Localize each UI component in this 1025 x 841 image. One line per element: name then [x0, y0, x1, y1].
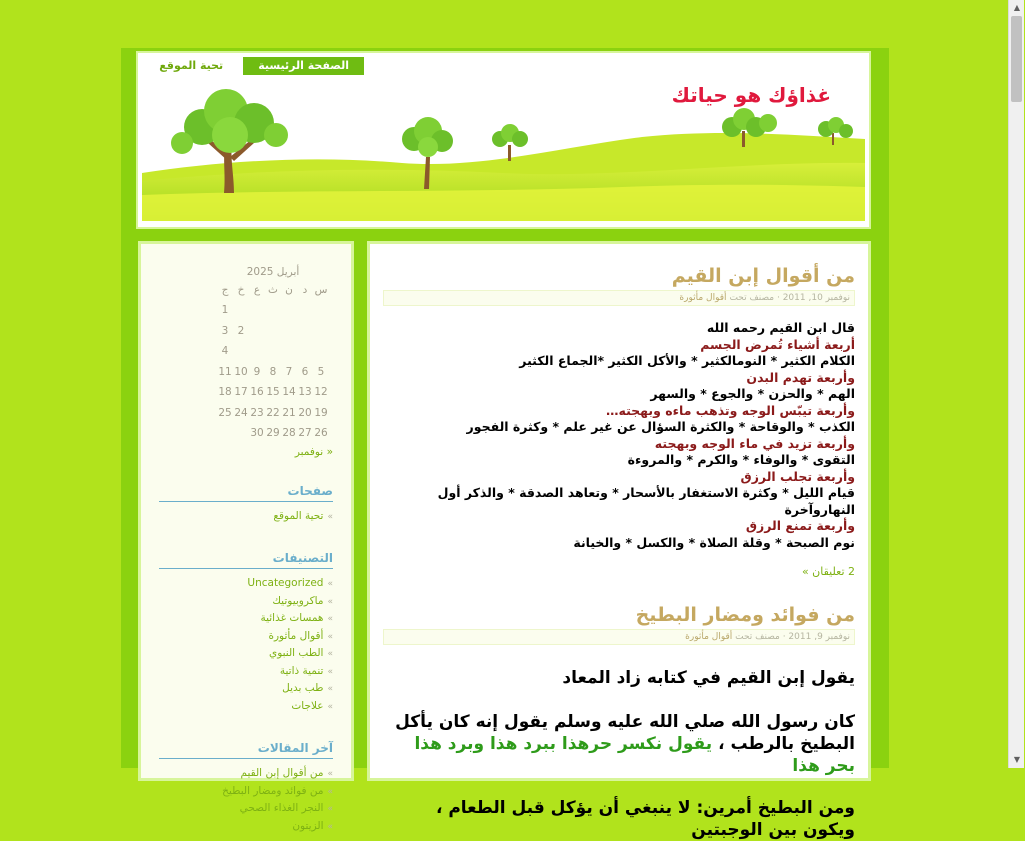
widget-link[interactable]: Uncategorized [247, 577, 324, 589]
post-line: وأربعة تجلب الرزق [740, 468, 855, 484]
calendar-day [297, 300, 313, 321]
bullet-icon: » [327, 666, 333, 677]
widget-title: التصنيفات [159, 551, 333, 569]
calendar-caption: أبريل 2025 [246, 266, 300, 278]
top-nav [139, 57, 364, 75]
calendar-day [297, 341, 313, 362]
widget-link[interactable]: علاجات [291, 699, 324, 712]
widget-list-item [141, 680, 333, 698]
main-content [367, 241, 871, 840]
calendar-day: 15 [266, 386, 280, 399]
post-line: وأربعة تمنع الرزق [745, 518, 855, 533]
calendar-day [249, 300, 265, 321]
bullet-icon: » [327, 786, 333, 797]
widget-title: آخر المقالات [159, 741, 333, 759]
calendar-weekday: خ [237, 284, 245, 296]
calendar-day [265, 300, 281, 321]
post-line: وأربعة تزيد في ماء الوجه وبهجته [654, 435, 855, 451]
post-date: نوفمبر 9, 2011 · مصنف تحت [735, 632, 850, 642]
calendar-day: 21 [282, 406, 296, 419]
calendar-day: 19 [314, 406, 328, 419]
calendar-day: 7 [285, 365, 293, 378]
bullet-icon: » [327, 769, 333, 779]
calendar-day: 5 [317, 365, 325, 378]
widget-link[interactable]: الطب النبوي [269, 647, 324, 659]
calendar-day: 2 [237, 324, 245, 337]
widget-recent-posts [141, 741, 351, 835]
calendar-widget [213, 264, 333, 444]
calendar-week [217, 300, 329, 321]
widget-link[interactable]: طب بديل [282, 682, 324, 694]
widget-list-item [141, 783, 333, 801]
bullet-icon: » [327, 614, 333, 624]
widget-link[interactable]: أقوال مأثورة [268, 629, 324, 642]
widget-list-item [141, 610, 333, 628]
calendar-day: 22 [266, 406, 280, 419]
calendar-weekday: ث [268, 284, 278, 296]
calendar-week [217, 362, 329, 383]
calendar-day: 29 [266, 427, 280, 440]
calendar-day: 3 [221, 324, 229, 337]
post-title[interactable]: من أقوال إبن القيم [671, 265, 855, 287]
widget-list [141, 508, 333, 526]
comments-link[interactable]: 2 تعليقان » [801, 565, 855, 578]
calendar-day [297, 321, 313, 342]
widget-link[interactable]: من فوائد ومضار البطيخ [222, 784, 324, 797]
calendar-day [265, 321, 281, 342]
calendar-day [281, 341, 297, 362]
calendar-day: 12 [314, 386, 328, 399]
calendar-day [313, 300, 329, 321]
post-line: وأربعة تيبّس الوجه وتذهب ماءه وبهجته… [605, 402, 855, 418]
widget-link[interactable]: من أقوال إبن القيم [240, 767, 324, 779]
widget-list-item [141, 645, 333, 663]
post-category-link[interactable]: أقوال مأثورة [685, 632, 733, 642]
bullet-icon: » [327, 821, 333, 832]
calendar-day: 4 [221, 345, 229, 358]
calendar-day [217, 423, 233, 444]
calendar-weekday: ع [253, 284, 261, 296]
calendar-day [313, 321, 329, 342]
calendar-day: 17 [234, 386, 248, 399]
calendar-day [281, 300, 297, 321]
post-meta [383, 629, 855, 645]
calendar-day [265, 341, 281, 362]
calendar-day: 28 [282, 427, 296, 440]
calendar-week [217, 403, 329, 424]
sidebar [138, 241, 354, 832]
widget-list-item [141, 628, 333, 646]
post-line: وأربعة تهدم البدن [746, 369, 855, 385]
scroll-up-arrow-icon[interactable]: ▲ [1013, 3, 1021, 12]
widget-list [141, 765, 333, 835]
calendar-day: 24 [234, 406, 248, 419]
calendar-day [281, 321, 297, 342]
calendar-day [313, 341, 329, 362]
bullet-icon: » [327, 684, 333, 694]
calendar-day [249, 341, 265, 362]
calendar-day: 20 [298, 406, 312, 419]
calendar-day: 1 [221, 304, 229, 317]
post-line: يقول إبن القيم في كتابه زاد المعاد [562, 668, 855, 688]
post-line: قال ابن القيم رحمه الله [706, 320, 855, 335]
site-header [136, 51, 871, 229]
calendar-table [217, 280, 329, 444]
calendar-day: 27 [298, 427, 312, 440]
widget-list-item [141, 593, 333, 611]
post-line-highlight: يقول نكسر حرهذا ببرد هذا وبرد هذا بحر هذا [414, 734, 855, 776]
calendar-day: 14 [282, 386, 296, 399]
post-body [383, 320, 855, 551]
post-line [383, 711, 855, 777]
page-scrollbar[interactable] [1008, 0, 1024, 768]
bullet-icon: » [327, 579, 333, 589]
post-meta [383, 290, 855, 306]
calendar-day: 23 [250, 406, 264, 419]
widget-link[interactable]: ماكروبيوتيك [272, 594, 324, 607]
post-line: أربعة أشياء تُمرض الجسم [700, 336, 855, 352]
post-line: الهم * والحزن * والجوع * والسهر [650, 386, 855, 401]
calendar-weekday: ج [221, 284, 229, 296]
widget-list-item [141, 818, 333, 836]
calendar-weekday: د [302, 284, 308, 296]
calendar-week [217, 341, 329, 362]
page-wrapper [121, 48, 889, 840]
calendar-day: 16 [250, 386, 264, 399]
calendar-day: 6 [301, 365, 309, 378]
post-line: الكلام الكثير * النومالكثير * والأكل الكثير *الجماع الكثير [519, 353, 855, 368]
calendar-day: 13 [298, 386, 312, 399]
calendar-day: 8 [269, 365, 277, 378]
widget-link[interactable]: همسات غذائية [260, 612, 324, 624]
post-1 [370, 265, 868, 578]
calendar-day [249, 321, 265, 342]
widget-list-item [141, 508, 333, 526]
bullet-icon: » [327, 649, 333, 659]
calendar-day [233, 300, 249, 321]
post-title[interactable]: من فوائد ومضار البطيخ [635, 604, 855, 626]
calendar-weekday: ن [285, 284, 293, 296]
calendar-day [233, 341, 249, 362]
scroll-thumb[interactable] [1011, 16, 1022, 102]
widget-list [141, 575, 333, 715]
calendar-day: 9 [253, 365, 261, 378]
widget-list-item [141, 800, 333, 818]
calendar-day: 18 [218, 386, 232, 399]
widget-list-item [141, 575, 333, 593]
bullet-icon: » [327, 511, 333, 522]
nav-welcome[interactable]: تحية الموقع [159, 59, 224, 72]
post-line-text: كان رسول الله صلي الله عليه وسلم يقول إنه كان يأكل البطيخ بالرطب ، [395, 712, 855, 754]
widget-link[interactable]: تحية الموقع [273, 509, 324, 522]
widget-link[interactable]: النجر الغذاء الصحي [239, 802, 324, 814]
site-title[interactable]: غذاؤك هو حياتك [671, 83, 831, 107]
post-date: نوفمبر 10, 2011 · مصنف تحت [729, 293, 850, 303]
calendar-week [217, 382, 329, 403]
calendar-week [217, 321, 329, 342]
nav-home[interactable]: الصفحة الرئيسية [243, 57, 364, 75]
widget-title: صفحات [159, 484, 333, 502]
widget-list-item [141, 663, 333, 681]
post-line: التقوى * والوفاء * والكرم * والمروءة [627, 452, 855, 467]
widget-link[interactable]: تنمية ذاتية [279, 664, 324, 677]
post-line: ومن البطيخ أمرين: لا ينبغي أن يؤكل قبل الطعام ، ويكون بين الوجبتين [435, 798, 855, 840]
post-line: قيام الليل * وكثرة الاستغفار بالأسحار * وتعاهد الصدقة * والذكر أول النهاروآخرة [437, 485, 855, 517]
calendar-day: 10 [234, 365, 248, 378]
post-2 [370, 604, 868, 841]
calendar-prev-link[interactable]: « نوفمبر [294, 445, 333, 458]
bullet-icon: » [327, 631, 333, 642]
bullet-icon: » [327, 701, 333, 712]
scroll-down-arrow-icon[interactable]: ▼ [1013, 755, 1021, 764]
post-category-link[interactable]: أقوال مأثورة [679, 293, 727, 303]
calendar-day: 11 [218, 365, 232, 378]
widget-categories [141, 551, 351, 715]
widget-list-item [141, 698, 333, 716]
bullet-icon: » [327, 804, 333, 814]
calendar-day: 26 [314, 427, 328, 440]
bullet-icon: » [327, 596, 333, 607]
post-body [383, 667, 855, 841]
widget-list-item [141, 765, 333, 783]
calendar-weekday: س [314, 284, 328, 296]
calendar-day [233, 423, 249, 444]
calendar-day: 25 [218, 406, 232, 419]
widget-pages [141, 484, 351, 526]
widget-link[interactable]: الزيتون [292, 819, 324, 832]
calendar-week [217, 423, 329, 444]
post-line: نوم الصبحة * وقلة الصلاة * والكسل * والخيانة [573, 534, 855, 550]
post-line: الكذب * والوقاحة * والكثرة السؤال عن غير علم * وكثرة الفجور [466, 419, 855, 434]
calendar-day: 30 [250, 427, 264, 440]
